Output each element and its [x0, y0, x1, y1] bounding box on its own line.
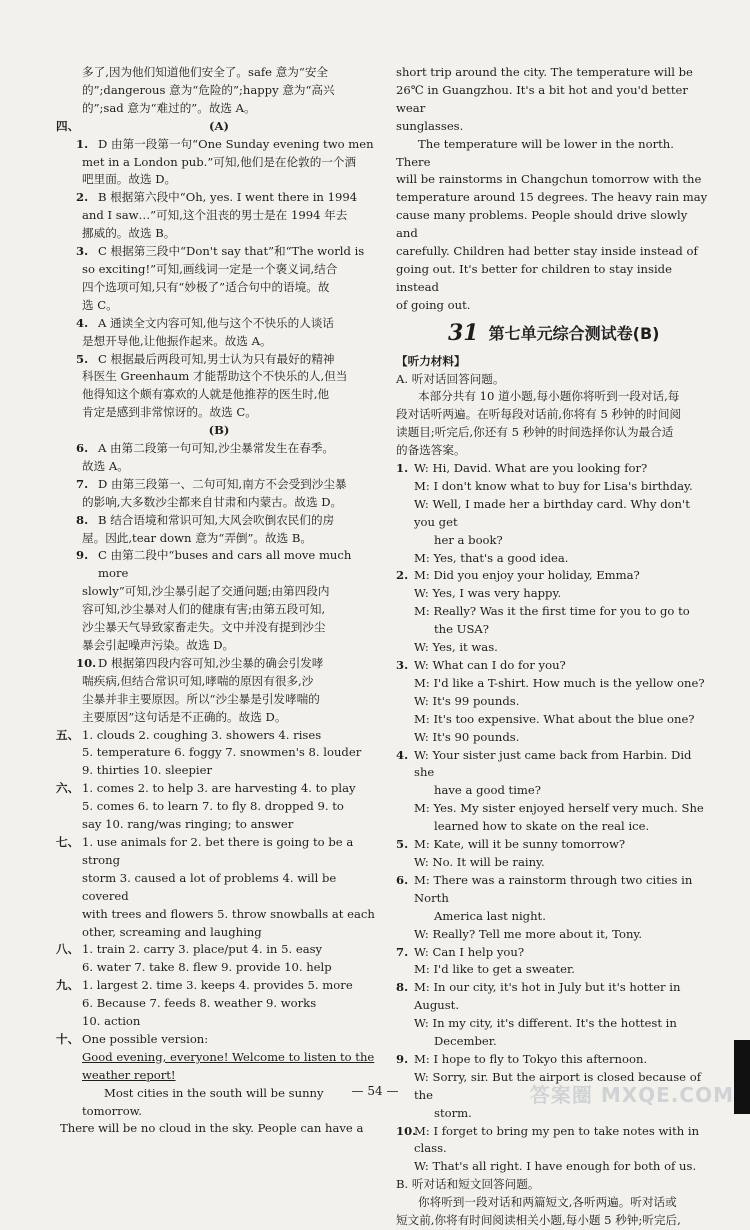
text-line: 1. comes 2. to help 3. are harvesting 4. to play: [82, 781, 356, 796]
essay-paragraph-2: [396, 136, 712, 315]
item-number: 1.: [76, 136, 89, 151]
dialog-line: W: Hi, David. What are you looking for?: [414, 461, 648, 476]
text-line: 9. thirties 10. sleepier: [82, 763, 213, 778]
text-line: sunglasses.: [396, 118, 464, 133]
item-number: 6.: [76, 441, 89, 456]
left-column: [56, 64, 378, 1138]
answer-item: [60, 189, 378, 243]
section-label: 六、: [56, 781, 80, 796]
text-line: 1. use animals for 2. bet there is going to be a strong: [82, 834, 354, 867]
text-line: Most cities in the south will be sunny tomorrow.: [82, 1085, 324, 1118]
intro-paragraph: [60, 64, 378, 118]
text-line: weather report!: [82, 1067, 176, 1082]
text-line: C 根据最后两段可知,男士认为只有最好的精神: [98, 351, 335, 366]
dialog-line: have a good time?: [434, 783, 541, 798]
answer-item: [60, 655, 378, 727]
section-label: 八、: [56, 942, 80, 957]
text-line: A 由第二段第一句可知,沙尘暴常发生在春季。: [98, 441, 335, 456]
text-line: 10. action: [82, 1014, 141, 1029]
dialog-item: [396, 747, 712, 837]
text-line: 容可知,沙尘暴对人们的健康有害;由第五段可知,: [82, 602, 326, 617]
text-line: 是想开导他,让他振作起来。故选 A。: [82, 333, 272, 348]
text-line: The temperature will be lower in the north. There: [396, 136, 674, 169]
dialog-line: M: I forget to bring my pen to take notes with in class.: [414, 1123, 700, 1156]
part-b-heading: B. 听对话和短文回答问题。: [396, 1177, 540, 1192]
dialog-item: [396, 567, 712, 657]
section-label: 五、: [56, 727, 80, 742]
dialog-line: W: That's all right. I have enough for both of us.: [414, 1159, 697, 1174]
dialog-line: M: Kate, will it be sunny tomorrow?: [414, 837, 626, 852]
text-line: of going out.: [396, 297, 471, 312]
page-edge-tab: [734, 1040, 750, 1114]
listening-label: 【听力材料】: [396, 353, 466, 368]
text-line: 1. train 2. carry 3. place/put 4. in 5. easy: [82, 942, 323, 957]
dialog-line: December.: [434, 1034, 497, 1049]
text-line: 6. water 7. take 8. flew 9. provide 10. help: [82, 960, 332, 975]
dialog-line: storm.: [434, 1105, 472, 1120]
dialog-item: [396, 872, 712, 944]
text-line: will be rainstorms in Changchun tomorrow with the: [396, 172, 702, 187]
section-label: 七、: [56, 834, 80, 849]
dialog-line: the USA?: [434, 622, 489, 637]
text-line: 的备选答案。: [396, 443, 466, 458]
text-line: temperature around 15 degrees. The heavy rain may: [396, 190, 708, 205]
dialog-line: W: Really? Tell me more about it, Tony.: [414, 926, 643, 941]
sub-heading-a: (A): [209, 118, 229, 133]
dialog-line: W: Can I help you?: [414, 944, 525, 959]
answer-item: [60, 547, 378, 654]
text-line: 本部分共有 10 道小题,每小题你将听到一段对话,每: [418, 389, 680, 404]
dialog-line: M: I hope to fly to Tokyo this afternoon.: [414, 1051, 648, 1066]
text-line: 5. comes 6. to learn 7. to fly 8. dropped 9. to: [82, 799, 344, 814]
part-a-instructions: [396, 388, 712, 460]
text-line: 6. Because 7. feeds 8. weather 9. works: [82, 996, 317, 1011]
essay-continuation: [396, 64, 712, 136]
dialog-number: 10.: [396, 1123, 417, 1138]
dialog-number: 9.: [396, 1051, 409, 1066]
test-title: 第七单元综合测试卷(B): [488, 323, 660, 343]
watermark-logo: 答案圈 MXQE.COM: [529, 1083, 734, 1107]
part-b-instructions: [396, 1194, 712, 1230]
dialog-line: W: It's 99 pounds.: [414, 693, 520, 708]
dialog-item: [396, 460, 712, 567]
section-6: [56, 780, 378, 834]
item-number: 5.: [76, 351, 89, 366]
right-column: [396, 64, 712, 1230]
text-line: 1. largest 2. time 3. keeps 4. provides 5. more: [82, 978, 353, 993]
text-line: D 根据第四段内容可知,沙尘暴的确会引发哮: [98, 655, 324, 670]
version-note: One possible version:: [82, 1031, 209, 1046]
text-line: 吧里面。故选 D。: [82, 172, 177, 187]
answer-list-a: [60, 136, 378, 423]
dialog-item: [396, 836, 712, 872]
text-line: 段对话听两遍。在听每段对话前,你将有 5 秒钟的时间阅: [396, 407, 682, 422]
text-line: other, screaming and laughing: [82, 924, 262, 939]
text-line: 你将听到一段对话和两篇短文,各听两遍。听对话或: [418, 1195, 677, 1210]
text-line: with trees and flowers 5. throw snowballs at each: [82, 906, 375, 921]
text-line: 短文前,你将有时间阅读相关小题,每小题 5 秒钟;听完后,: [396, 1213, 681, 1228]
dialog-line: America last night.: [434, 908, 546, 923]
dialog-line: M: There was a rainstorm through two cities in North: [414, 872, 693, 905]
text-line: 沙尘暴天气导致家畜走失。文中并没有提到沙尘: [82, 620, 326, 635]
page-number: — 54 —: [351, 1084, 399, 1098]
text-line: 的”;dangerous 意为“危险的”;happy 意为“高兴: [82, 82, 335, 97]
text-line: There will be no cloud in the sky. People can have a: [60, 1121, 364, 1136]
item-number: 7.: [76, 476, 89, 491]
answer-item: [60, 243, 378, 315]
text-line: B 根据第六段中“Oh, yes. I went there in 1994: [98, 190, 358, 205]
unit-test-title: [396, 319, 712, 346]
text-line: Good evening, everyone! Welcome to listen to the: [82, 1049, 375, 1064]
dialog-item: [396, 944, 712, 980]
section-label: 四、: [56, 118, 80, 133]
essay-heading: [60, 1049, 378, 1085]
test-number: 31: [448, 319, 479, 346]
dialog-number: 5.: [396, 837, 409, 852]
dialog-line: W: Well, I made her a birthday card. Why don't you get: [414, 496, 690, 529]
dialog-number: 1.: [396, 461, 409, 476]
text-line: D 由第一段第一句“One Sunday evening two men: [98, 136, 374, 151]
text-line: 26℃ in Guangzhou. It's a bit hot and you'd better wear: [396, 82, 688, 115]
dialog-line: W: No. It will be rainy.: [414, 854, 545, 869]
dialog-number: 3.: [396, 658, 409, 672]
dialog-line: M: Did you enjoy your holiday, Emma?: [414, 568, 640, 583]
dialog-item: [396, 979, 712, 1051]
text-line: 挪威的。故选 B。: [82, 226, 176, 241]
text-line: going out. It's better for children to stay inside instead: [396, 261, 672, 294]
item-number: 2.: [76, 190, 89, 205]
part-a-heading: A. 听对话回答问题。: [396, 371, 505, 386]
dialog-line: M: Yes. My sister enjoyed herself very much. She: [414, 801, 704, 816]
sub-heading-b: (B): [208, 423, 230, 438]
section-8: [56, 941, 378, 977]
dialog-item: [396, 1123, 712, 1177]
dialog-line: M: I don't know what to buy for Lisa's birthday.: [414, 478, 693, 493]
dialog-number: 6.: [396, 872, 409, 887]
dialog-number: 7.: [396, 944, 409, 959]
section-7: [56, 834, 378, 941]
text-line: C 根据第三段中“Don't say that”和“The world is: [98, 244, 365, 259]
item-number: 4.: [76, 315, 89, 330]
answer-list-b: [60, 440, 378, 727]
text-line: 主要原因”这句话是不正确的。故选 D。: [82, 709, 287, 724]
dialog-list: [396, 460, 712, 1176]
item-number: 9.: [76, 548, 89, 563]
dialog-line: W: In my city, it's different. It's the hottest in: [414, 1016, 677, 1031]
text-line: cause many problems. People should drive slowly and: [396, 208, 688, 241]
dialog-line: W: Yes, I was very happy.: [414, 586, 562, 601]
text-line: 四个选项可知,只有“妙极了”适合句中的语境。故: [82, 279, 330, 294]
text-line: 他得知这个颇有寡欢的人就是他推荐的医生时,他: [82, 387, 330, 402]
text-line: 科医生 Greenhaum 才能帮助这个不快乐的人,但当: [82, 369, 348, 384]
text-line: slowly”可知,沙尘暴引起了交通问题;由第四段内: [82, 584, 330, 599]
dialog-line: learned how to skate on the real ice.: [434, 819, 650, 834]
answer-item: [60, 351, 378, 423]
text-line: say 10. rang/was ringing; to answer: [82, 817, 294, 832]
dialog-number: 4.: [396, 747, 409, 762]
text-line: carefully. Children had better stay inside instead of: [396, 244, 698, 259]
answer-item: [60, 476, 378, 512]
dialog-line: her a book?: [434, 532, 503, 547]
dialog-line: W: Yes, it was.: [414, 640, 498, 655]
answer-item: [60, 512, 378, 548]
item-number: 10.: [76, 655, 97, 670]
section-4: [56, 118, 378, 727]
text-line: A 通读全文内容可知,他与这个不快乐的人谈话: [98, 315, 335, 330]
item-number: 8.: [76, 512, 89, 527]
dialog-line: M: Yes, that's a good idea.: [414, 550, 569, 565]
dialog-line: W: Sorry, sir. But the airport is closed because of the: [414, 1069, 701, 1102]
answer-item: [60, 136, 378, 190]
text-line: 的影响,大多数沙尘都来自甘肃和内蒙古。故选 D。: [82, 494, 343, 509]
dialog-number: 8.: [396, 980, 409, 995]
text-line: 的”;sad 意为“难过的”。故选 A。: [82, 100, 256, 115]
dialog-line: M: I'd like to get a sweater.: [414, 962, 575, 977]
section-5: [56, 727, 378, 781]
text-line: 读题目;听完后,你还有 5 秒钟的时间选择你认为最合适: [396, 425, 674, 440]
section-9: [56, 977, 378, 1031]
text-line: 屋。因此,tear down 意为“弄倒”。故选 B。: [82, 530, 313, 545]
text-line: 喘疾病,但结合常识可知,哮喘的原因有很多,沙: [82, 673, 314, 688]
dialog-line: W: It's 90 pounds.: [414, 729, 520, 744]
text-line: B 结合语境和常识可知,大风会吹倒农民们的房: [98, 512, 335, 527]
text-line: so exciting!”可知,画线词一定是一个褒义词,结合: [82, 261, 338, 276]
answer-item: [60, 315, 378, 351]
section-label: 九、: [56, 978, 80, 993]
item-number: 3.: [76, 244, 89, 259]
text-line: 肯定是感到非常惊讶的。故选 C。: [82, 405, 257, 420]
dialog-line: W: What can I do for you?: [414, 658, 566, 672]
dialog-line: M: In our city, it's hot in July but it's hotter in August.: [414, 980, 681, 1013]
text-line: met in a London pub.”可知,他们是在伦敦的一个酒: [82, 154, 357, 169]
dialog-line: M: I'd like a T-shirt. How much is the yellow one?: [414, 675, 705, 690]
answer-item: [60, 440, 378, 476]
text-line: D 由第三段第一、二句可知,南方不会受到沙尘暴: [98, 476, 347, 491]
text-line: 1. clouds 2. coughing 3. showers 4. rises: [82, 727, 322, 742]
text-line: and I saw…”可知,这个沮丧的男士是在 1994 年去: [82, 208, 348, 223]
text-line: storm 3. caused a lot of problems 4. will be covered: [82, 870, 337, 903]
dialog-line: W: Your sister just came back from Harbin. Did she: [414, 747, 692, 780]
text-line: short trip around the city. The temperature will be: [396, 65, 693, 79]
section-label: 十、: [56, 1031, 80, 1046]
text-line: 多了,因为他们知道他们安全了。safe 意为“安全: [82, 65, 329, 79]
text-line: C 由第二段中“buses and cars all move much more: [98, 548, 352, 581]
text-line: 故选 A。: [82, 458, 129, 473]
dialog-line: M: Really? Was it the first time for you to go to: [414, 604, 690, 619]
text-line: 选 C。: [82, 297, 118, 312]
dialog-item: [396, 657, 712, 747]
text-line: 尘暴并非主要原因。所以“沙尘暴是引发哮喘的: [82, 691, 320, 706]
text-line: 暴会引起噪声污染。故选 D。: [82, 638, 235, 652]
dialog-line: M: It's too expensive. What about the blue one?: [414, 711, 695, 726]
text-line: 5. temperature 6. foggy 7. snowmen's 8. louder: [82, 745, 362, 760]
dialog-number: 2.: [396, 568, 409, 583]
